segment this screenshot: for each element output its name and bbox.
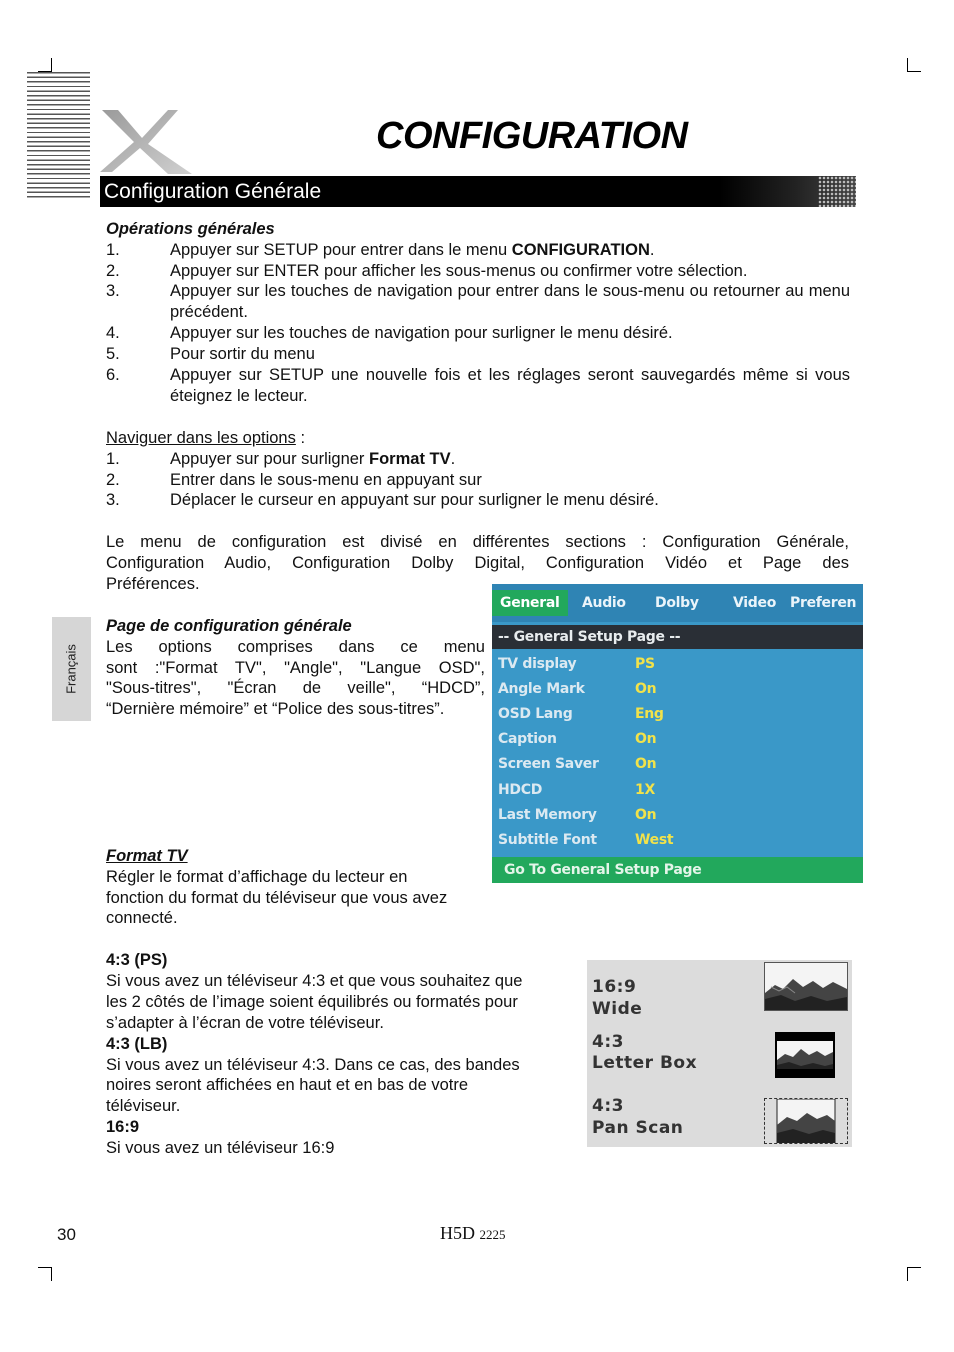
mode-line: s’adapter à l’écran de votre téléviseur. [106, 1014, 384, 1032]
section-header-bar [100, 176, 856, 207]
intro-paragraph-line: Le menu de configuration est divisé en différentes sections : Configuration Générale, [106, 533, 849, 551]
aspect-ratio-label: 4:3 [592, 1096, 624, 1116]
mode-line: noires seront affichées en haut et en bas de votre [106, 1076, 469, 1094]
setup-menu-footer: Go To General Setup Page [492, 857, 863, 883]
language-side-tab [52, 617, 91, 721]
tab-dolby: Dolby [655, 595, 699, 611]
decorative-stripes [27, 72, 90, 200]
pan-scan-thumbnail [764, 1098, 848, 1144]
general-page-line: sont :"Format TV", "Angle", "Langue OSD", [106, 659, 485, 677]
language-label: Français [63, 644, 79, 694]
setup-menu-row: Subtitle Font West [498, 832, 674, 848]
tab-preferences: Preferen [790, 595, 857, 611]
letterbox-thumbnail [775, 1032, 835, 1078]
mode-line: téléviseur. [106, 1097, 181, 1115]
crop-mark-top-right [907, 58, 921, 72]
general-page-heading: Page de configuration générale [106, 617, 352, 635]
model-brand: H5D 2225 [440, 1223, 506, 1243]
mode-title: 4:3 (LB) [106, 1035, 168, 1053]
setup-menu-screenshot [492, 584, 863, 883]
wide-screen-thumbnail [764, 962, 848, 1011]
general-page-line: "Sous-titres", "Écran de veille", “HDCD”, [106, 679, 485, 697]
general-page-line: Les options comprises dans ce menu [106, 638, 485, 656]
mode-line: Si vous avez un téléviseur 4:3. Dans ce cas, des bandes [106, 1056, 520, 1074]
crop-mark-top-left [38, 58, 52, 72]
setup-menu-row: Last Memory On [498, 807, 657, 823]
tab-general: General [492, 590, 568, 616]
format-tv-line: connecté. [106, 909, 178, 927]
setup-menu-row: Screen Saver On [498, 756, 657, 772]
page-number: 30 [57, 1225, 76, 1244]
general-page-line: “Dernière mémoire” et “Police des sous-titres”. [106, 700, 445, 718]
format-tv-line: Régler le format d’affichage du lecteur en [106, 868, 408, 886]
tab-audio: Audio [582, 595, 626, 611]
setup-menu-row: Angle Mark On [498, 681, 657, 697]
tab-video: Video [733, 595, 777, 611]
mode-title: 16:9 [106, 1118, 140, 1136]
mode-line: Si vous avez un téléviseur 16:9 [106, 1139, 335, 1157]
format-tv-line: fonction du format du téléviseur que vous avez [106, 889, 448, 907]
aspect-mode-name: Letter Box [592, 1053, 698, 1073]
setup-menu-page-header: -- General Setup Page -- [492, 625, 863, 649]
crop-mark-bottom-right [907, 1267, 921, 1281]
intro-paragraph-line: Configuration Audio, Configuration Dolby Digital, Configuration Vidéo et Page des [106, 554, 849, 572]
setup-menu-tabs [492, 584, 863, 622]
setup-menu-row: TV display PS [498, 656, 655, 672]
aspect-ratio-illustration [587, 960, 852, 1147]
page-title: CONFIGURATION [376, 115, 688, 157]
section-title: Configuration Générale [104, 180, 322, 203]
crop-mark-bottom-left [38, 1267, 52, 1281]
intro-paragraph-line: Préférences. [106, 575, 200, 593]
section-bar-pattern [818, 176, 856, 207]
format-tv-heading: Format TV [106, 847, 188, 865]
x-logo-icon [98, 108, 196, 176]
mode-title: 4:3 (PS) [106, 951, 168, 969]
mode-line: Si vous avez un téléviseur 4:3 et que vous souhaitez que [106, 972, 523, 990]
aspect-ratio-label: 16:9 [592, 977, 637, 997]
brand-logo [98, 108, 196, 182]
setup-menu-row: Caption On [498, 731, 657, 747]
navigation-heading: Naviguer dans les options : [106, 429, 306, 447]
aspect-mode-name: Wide [592, 999, 643, 1019]
setup-menu-row: HDCD 1X [498, 782, 655, 798]
aspect-ratio-label: 4:3 [592, 1032, 624, 1052]
aspect-mode-name: Pan Scan [592, 1118, 684, 1138]
mode-line: les 2 côtés de l’image soient équilibrés ou formatés pour [106, 993, 518, 1011]
setup-menu-row: OSD Lang Eng [498, 706, 664, 722]
operations-heading: Opérations générales [106, 220, 275, 238]
